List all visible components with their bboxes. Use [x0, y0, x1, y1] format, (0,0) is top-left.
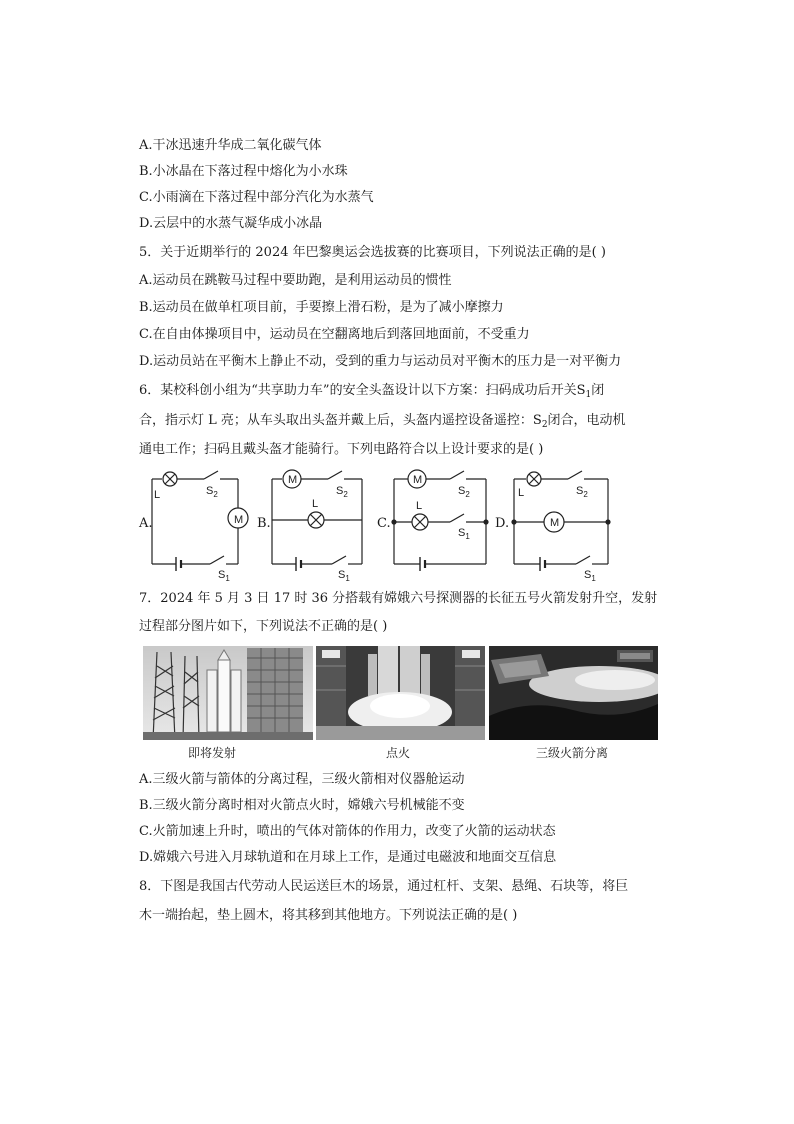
q7-option-c: C.火箭加速上升时，喷出的气体对箭体的作用力，改变了火箭的运动状态 — [139, 824, 556, 839]
svg-text:S2: $S_2$ — [458, 485, 470, 499]
svg-text:S2: $S_2$ — [576, 485, 588, 499]
q7-option-a: A.三级火箭与箭体的分离过程，三级火箭相对仪器舱运动 — [139, 772, 465, 787]
q5-stem: 5．关于近期举行的 2024 年巴黎奥运会选拔赛的比赛项目，下列说法正确的是( ) — [139, 245, 606, 260]
circuit-label-d: D. — [495, 516, 510, 531]
q7-stem-line1: 7．2024 年 5 月 3 日 17 时 36 分搭载有嫦娥六号探测器的长征五号火箭发射升空，发射 — [139, 591, 658, 606]
q5-option-d: D.运动员站在平衡木上静止不动，受到的重力与运动员对平衡木的压力是一对平衡力 — [139, 354, 622, 369]
svg-text:S1: $S_1$ — [218, 569, 230, 583]
q7-stem-line2: 过程部分图片如下，下列说法不正确的是( ) — [139, 619, 388, 634]
svg-text:S2: $S_2$ — [336, 485, 348, 499]
svg-text:S1: $S_1$ — [584, 569, 596, 583]
svg-text:L: L — [312, 498, 319, 510]
q4-option-a: A.干冰迅速升华成二氧化碳气体 — [139, 138, 322, 153]
svg-text:M: M — [288, 474, 298, 486]
caption-ignition: 点火 — [386, 746, 411, 760]
q4-option-b: B.小冰晶在下落过程中熔化为小水珠 — [139, 164, 348, 179]
q8-stem-line2: 木一端抬起，垫上圆木，将其移到其他地方。下列说法正确的是( ) — [139, 908, 518, 923]
svg-text:L: L — [416, 500, 423, 512]
circuit-diagram-c — [390, 466, 490, 588]
svg-text:L: L — [154, 489, 161, 501]
switch-icon — [204, 471, 218, 479]
svg-text:S1: $S_1$ — [338, 569, 350, 583]
circuit-label-a: A. — [139, 516, 153, 531]
circuit-diagram-b — [268, 466, 368, 588]
photo-ignition — [316, 646, 485, 740]
svg-text:M: M — [550, 517, 560, 529]
photo-about-to-launch — [143, 646, 313, 740]
q8-stem-line1: 8．下图是我国古代劳动人民运送巨木的场景，通过杠杆、支架、悬绳、石块等，将巨 — [139, 879, 629, 894]
circuit-label-b: B. — [257, 516, 271, 531]
switch-icon — [328, 471, 342, 479]
q7-option-b: B.三级火箭分离时相对火箭点火时，嫦娥六号机械能不变 — [139, 798, 465, 813]
svg-text:S2: $S_2$ — [206, 485, 218, 499]
photo-third-stage-separation — [489, 646, 658, 740]
switch-icon — [450, 471, 464, 479]
caption-about-to-launch: 即将发射 — [188, 746, 237, 760]
svg-text:S1: $S_1$ — [458, 527, 470, 541]
circuit-label-c: C. — [377, 516, 391, 531]
q5-option-a: A.运动员在跳鞍马过程中要助跑，是利用运动员的惯性 — [139, 273, 452, 288]
q6-stem-line3: 通电工作；扫码且戴头盔才能骑行。下列电路符合以上设计要求的是( ) — [139, 442, 544, 457]
q4-option-c: C.小雨滴在下落过程中部分汽化为水蒸气 — [139, 190, 374, 205]
circuit-diagram-a — [148, 466, 254, 588]
svg-text:M: M — [413, 474, 423, 486]
svg-text:L: L — [518, 487, 525, 499]
q6-stem-line2: 合，指示灯 L 亮；从车头取出头盔并戴上后，头盔内遥控设备遥控：$S_2$闭合，电动机 — [139, 413, 626, 430]
q7-option-d: D.嫦娥六号进入月球轨道和在月球上工作，是通过电磁波和地面交互信息 — [139, 850, 557, 865]
q5-option-c: C.在自由体操项目中，运动员在空翻离地后到落回地面前，不受重力 — [139, 327, 530, 342]
q4-option-d: D.云层中的水蒸气凝华成小冰晶 — [139, 216, 323, 231]
switch-icon — [568, 471, 582, 479]
q5-option-b: B.运动员在做单杠项目前，手要擦上滑石粉，是为了减小摩擦力 — [139, 300, 504, 315]
caption-third-stage-separation: 三级火箭分离 — [536, 746, 609, 760]
svg-text:M: M — [234, 514, 244, 526]
circuit-diagram-d — [510, 466, 614, 588]
q6-stem-line1: 6．某校科创小组为“共享助力车”的安全头盔设计以下方案：扫码成功后开关$S_1$闭 — [139, 383, 605, 400]
